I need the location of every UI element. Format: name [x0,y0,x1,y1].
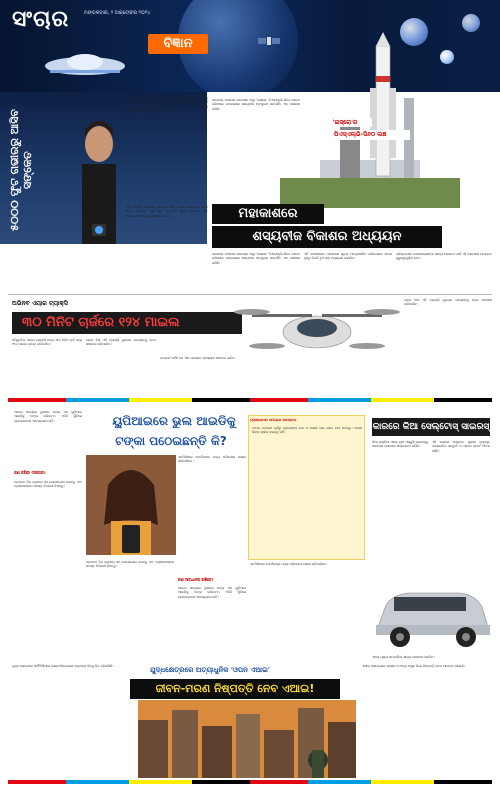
upi-headline-1: ୟୁପିଆଇରେ ଭୁଲ ଆଇଡିକୁ [84,412,264,430]
isro-body-3: ଭବିଷ୍ୟତରେ ମହାକାଶଚାରୀଙ୍କ ଖାଦ୍ୟ ଯୋଗାଣ ପାଇଁ ଏହି ଗବେଷଣା ଅତ୍ୟନ୍ତ ଗୁରୁତ୍ୱପୂର୍ଣ୍ଣ ହେବ। [396,252,492,261]
section-banner: ବିଜ୍ଞାନ [148,34,208,54]
ai-body-1: ଯୁଦ୍ଧ କ୍ଷେତ୍ରରେ ଆର୍ଟିଫିସିଆଲ ଇଣ୍ଟେଲିଜେନ୍ସର ବ୍ୟବହାର ଦିନକୁ ଦିନ ବଢ଼ିଚାଲିଛି। [12,664,114,668]
upi-subhead-2: କଣ ସାବଧାନତା ରଖିବେ? [178,577,214,582]
airtaxi-body-2: ଚାଳକ ବିନା ଏହି ଟ୍ୟାକ୍ସି ଦୁଇଜଣ ଯାତ୍ରୀଙ୍କୁ ନେଇ ସହରରେ ଉଡ଼ିପାରିବ। [86,338,156,347]
airtaxi-body-3: କମ୍ପାନୀ କହିଛି ଯେ ଏହା ଯାତାୟାତ ସମସ୍ୟାର ସମାଧାନ କରିବ। [160,356,236,360]
isro-badge: 'ଇସ୍ରୋ'ର [318,118,372,127]
car-body-3: ଏହାର ମୂଲ୍ୟ ସମ୍ପର୍କରେ ଶୀଘ୍ର ଘୋଷଣା କରାଯିବ। [372,655,435,659]
watch-body-1: ମଣିଷ ପାଇଁ ଏମିତି ଏକ ଘଣ୍ଟା ଯାହାକୁ ପିନ୍ଧିଲେ ସମୁଦ୍ରର ଗଭୀରରୁ ମଧ୍ୟ ସଙ୍କେତ ପଠାଇ ହେବ। ନୂଆ ପ୍ରଯୁକ୍ତି ସାହାଯ୍ୟରେ ଏହି ଘଣ୍ଟା ପ୍ରାୟ ୫୦୦୦ ଫୁଟ ଗଭୀରତାରୁ ବି କାମ କରିବ ବୋଲି ବୈଜ୍ଞାନିକମାନେ କହିଛନ୍ତି। [126,96,208,113]
upi-headline-2: ଟଙ୍କା ପଠେଇଛନ୍ତି କି? [112,432,230,450]
man-with-watch-photo [74,104,124,244]
air-taxi-photo [232,292,402,362]
isro-headline-1: ମହାକାଶରେ [212,204,324,224]
isro-headline-2: ଶସ୍ୟବୀଜ ବିକାଶର ଅଧ୍ୟୟନ [212,226,442,248]
print-color-bar [8,398,492,402]
upi-body-4: ଅନେକ ସମୟରେ ଭୁଲରେ ଅନ୍ୟ ଏକ ୟୁପିଆଇ ଆଇଡିକୁ ଟଙ୍କା ଚାଲିଯାଏ। ଏମିତି ସ୍ଥିତିରେ ଘାବରେଇବାର ଆବଶ୍ୟକତା ନାହିଁ। [178,586,246,599]
watch-body-2: ଏହି ଘଣ୍ଟାଟି ସାଧାରଣ ଲୋକଙ୍କ ପାଇଁ ମଧ୍ୟ ଉପଯୋଗୀ ହେବ। ବିପଦ ସମୟରେ ଏହା ସ୍ଥାନ ସମ୍ପର୍କିତ ସୂଚନା ପଠାଇବ ଏବଂ ଉଦ୍ଧାରକାରୀ ଦଳକୁ ସହାୟତା କରିବ। [126,205,208,218]
isro-sub-badge: ପିଏସ୍ଏଲ୍ଭି-ସି୬୦ ଲଞ୍ଚ [310,130,410,140]
watch-vertical-headline: ୫୦୦୦ ଫୁଟ ଗଭୀରରୁ ଆସିବ ସଙ୍କେତ [8,109,34,231]
car-headline: କାରରେ କିଆ ସେଲ୍‌ଟୋସ୍ ସାଇରସ୍ [372,418,490,436]
upi-body-2: ପ୍ରଥମେ ନିଜ ବ୍ୟାଙ୍କ ସହ ଯୋଗାଯୋଗ କରନ୍ତୁ ଏବଂ ଟ୍ରାଞ୍ଜାକସନର ସମସ୍ତ ବିବରଣୀ ଦିଅନ୍ତୁ। [14,480,82,489]
upi-body-5: ପ୍ରଥମେ ନିଜ ବ୍ୟାଙ୍କ ସହ ଯୋଗାଯୋଗ କରନ୍ତୁ ଏବଂ ଟ୍ରାଞ୍ଜାକସନର ସମସ୍ତ ବିବରଣୀ ଦିଅନ୍ତୁ। [86,560,174,569]
isro-intro-text: ଭାରତୀୟ ମହାକାଶ ଗବେଷଣା ସଂସ୍ଥା 'ଇସ୍ରୋ' ପିଏସ୍ଏଲ୍ଭି-ସି୬୦ ରକେଟ ଜରିଆରେ ମହାକାଶରେ ଶସ୍ୟବୀଜ ଅଙ୍କୁରଣ ସମ୍ପର୍କିତ ଏକ ପରୀକ୍ଷଣ କରିଛି। [212,98,300,111]
upi-body-6: ଏନପିସିଆଇ ପୋର୍ଟାଲରେ ମଧ୍ୟ ଅଭିଯୋଗ ଦାଖଲ କରିପାରିବେ। [250,562,328,566]
upi-tips-title: ଟ୍ରାଞ୍ଜାକସନ ସମୟରେ ସାବଧାନତା [250,418,297,422]
ai-body-2: ଏଆଇ ସାହାଯ୍ୟରେ ଡ୍ରୋନ ଓ ଅନ୍ୟ ଅସ୍ତ୍ର ନିଜେ ନିଷ୍ପତ୍ତି ନେବା ଆରମ୍ଭ କଲେଣି। [362,664,466,668]
isro-body-2: ଏହି ପରୀକ୍ଷଣରେ ମହାକାଶର ଶୂନ୍ୟ ମାଧ୍ୟାକର୍ଷଣ ପରିବେଶରେ ବୀଜର ବୃଦ୍ଧି କିପରି ହୁଏ ତାହା ଅଧ୍ୟୟନ କରାଯିବ। [304,252,392,261]
satellite-graphic [258,34,280,48]
suv-car-photo [368,575,496,653]
upi-body-3: ଏନପିସିଆଇ ପୋର୍ଟାଲରେ ମଧ୍ୟ ଅଭିଯୋଗ ଦାଖଲ କରିପାରିବେ। [178,455,246,464]
upi-body-1: ଅନେକ ସମୟରେ ଭୁଲରେ ଅନ୍ୟ ଏକ ୟୁପିଆଇ ଆଇଡିକୁ ଟଙ୍କା ଚାଲିଯାଏ। ଏମିତି ସ୍ଥିତିରେ ଘାବରେଇବାର ଆବଶ୍ୟକତା ନାହିଁ। [14,410,82,423]
airtaxi-kicker: ଅଭିନବ ଏୟାର ଟ୍ୟାକ୍ସି [12,300,68,307]
ai-headline: ଜୀବନ-ମରଣ ନିଷ୍ପତ୍ତି ନେବ ଏଆଇ! [130,679,340,699]
airtaxi-body-1: ବୈଦ୍ୟୁତିକ ଏୟାର ଟ୍ୟାକ୍ସି ମାତ୍ର ୩୦ ମିନିଟ ଚାର୍ଜ ପରେ ୧୨୪ ମାଇଲ ଯାତ୍ରା କରିପାରିବ। [12,338,82,347]
car-body-2: ଏହି କାରରେ ଅଧୁନାତନ ସୁରକ୍ଷା ବ୍ୟବସ୍ଥା, ପାନୋରାମିକ ସନରୁଫ ଓ ଅନେକ ସ୍ମାର୍ଟ ଫିଚର ରହିଛି। [432,440,490,453]
airtaxi-side-text: ଚାଳକ ବିନା ଏହି ଟ୍ୟାକ୍ସି ଦୁଇଜଣ ଯାତ୍ରୀଙ୍କୁ ନେଇ ସହରରେ ଉଡ଼ିପାରିବ। [404,298,492,307]
masthead-title: ସଂଚାର [12,6,70,32]
bubble-graphic [462,14,480,32]
masthead-date: ମଙ୍ଗଳବାର, ୨ ଅକ୍ଟୋବର ୨୦୨୪ [84,10,151,16]
airtaxi-headline: ୩୦ ମିନିଟ ଚାର୍ଜରେ ୧୨୪ ମାଇଲ [12,312,242,334]
print-color-bar-bottom [8,780,492,784]
ai-kicker: ଯୁଦ୍ଧକ୍ଷେତ୍ରରେ ଅତ୍ୟାଧୁନିକ 'ଓପନ ଏଆଇ' [130,664,290,677]
spaceship-graphic [40,36,130,86]
ai-city-war-photo [138,700,356,778]
upi-subhead-1: କଣ କରିବା ଦରକାର? [14,470,46,475]
isro-body-1: ଭାରତୀୟ ମହାକାଶ ଗବେଷଣା ସଂସ୍ଥା 'ଇସ୍ରୋ' ପିଏସ୍ଏଲ୍ଭି-ସି୬୦ ରକେଟ ଜରିଆରେ ମହାକାଶରେ ଶସ୍ୟବୀଜ ଅଙ୍କୁରଣ ସମ୍ପର୍କିତ ଏକ ପରୀକ୍ଷଣ କରିଛି। [212,252,300,265]
woman-with-phone-photo [86,455,176,555]
upi-tips-body: ଟଙ୍କା ପଠାଇବା ପୂର୍ବରୁ ପ୍ରାପକଙ୍କ ନାମ ଓ ଆଇଡି ଭଲ ଭାବେ ଯାଞ୍ଚ କରନ୍ତୁ। ଅଜଣା ଲିଙ୍କ କ୍ଲିକ କରନ୍ତୁ ନାହିଁ। [252,426,362,435]
car-body-1: କିଆ ଇଣ୍ଡିଆ ଏହାର ନୂଆ ଏସୟୁଭି ସାଇରସ୍‌କୁ ଭାରତୀୟ ବଜାରରେ ଉନ୍ମୋଚନ କରିଛି। [372,440,428,449]
